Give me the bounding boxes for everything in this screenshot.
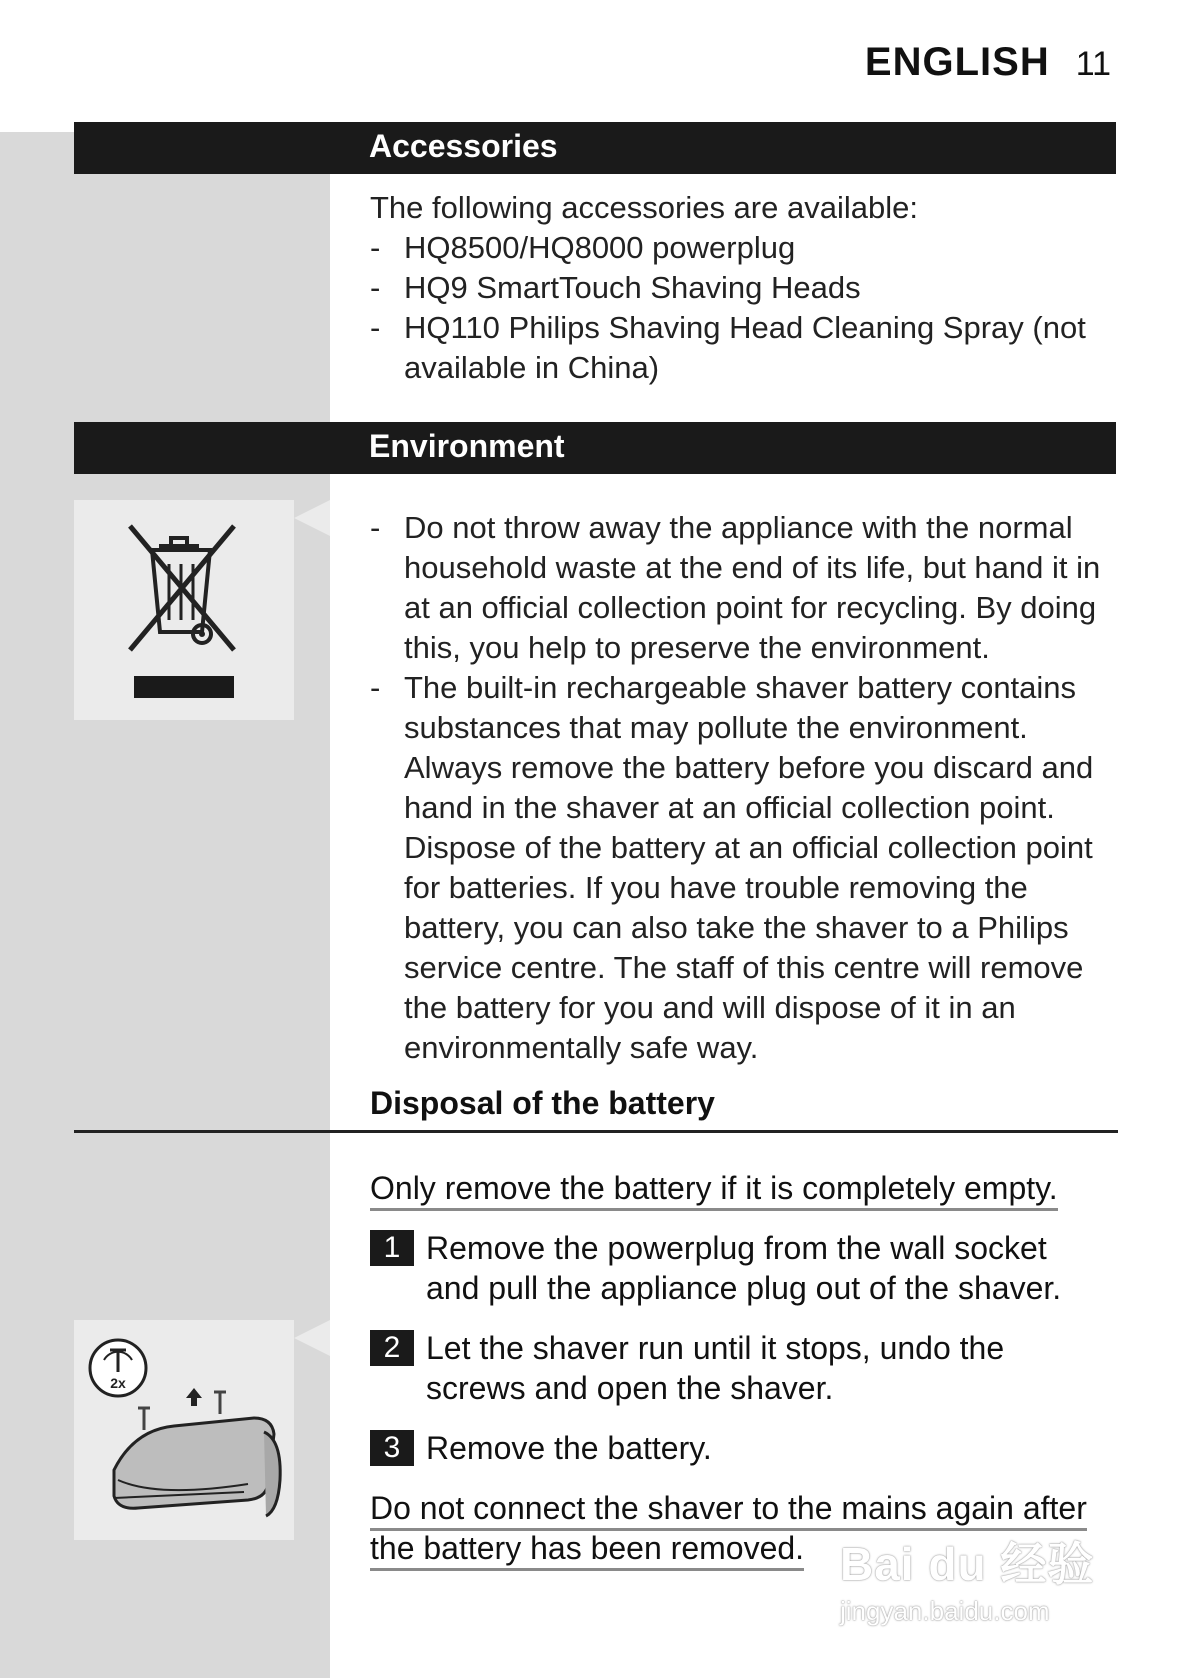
environment-section-bar [74,422,1116,474]
accessory-item: - HQ110 Philips Shaving Head Cleaning Spray (not available in China) [370,308,1110,388]
step-item [370,1428,1090,1468]
step-text: Let the shaver run until it stops, undo the screws and open the shaver. [426,1330,1005,1406]
repeat-count-label: 2x [110,1375,126,1391]
accessories-section-bar [74,122,1116,174]
step-text: Remove the powerplug from the wall socket and pull the appliance plug out of the shaver. [426,1230,1062,1306]
accessories-title: Accessories [369,128,558,164]
weee-bin-illustration [74,500,294,720]
step-item [370,1228,1090,1308]
step-text: Remove the battery. [426,1430,712,1466]
step-item [370,1328,1090,1408]
environment-body [370,508,1125,1068]
disposal-subheading: Disposal of the battery [370,1085,715,1121]
page-header [865,40,1111,85]
language-label: ENGLISH [864,40,1050,84]
environment-list [370,508,1125,1068]
warning-empty-battery-text: Only remove the battery if it is completely empty. [370,1170,1058,1211]
accessory-item: - HQ9 SmartTouch Shaving Heads [370,268,1110,308]
step-number-badge: 1 [370,1230,414,1266]
crossed-out-bin-icon [74,500,294,720]
baidu-watermark [840,1528,1094,1627]
step-number-badge: 2 [370,1330,414,1366]
shaver-screws-icon [74,1320,294,1540]
section-divider [74,1130,1118,1133]
step-number-badge: 3 [370,1430,414,1466]
illustration-pointer [294,1320,330,1356]
accessories-body [370,188,1110,388]
watermark-url: jingyan.baidu.com [840,1596,1050,1626]
environment-item: - Do not throw away the appliance with the normal household waste at the end of its life, but hand it in at an official collection point for recycling. By doing this, you help to preserve the environment. [370,508,1125,668]
illustration-pointer [294,500,330,536]
shaver-opening-illustration [74,1320,294,1540]
accessories-intro: The following accessories are available: [370,190,918,225]
warning-empty-battery [370,1168,1058,1208]
page-number: 11 [1075,45,1111,83]
accessory-item: - HQ8500/HQ8000 powerplug [370,228,1110,268]
warning-mains-text: Do not connect the shaver to the mains again after the battery has been removed. [370,1490,1087,1571]
accessories-list [370,228,1110,388]
environment-item: - The built-in rechargeable shaver battery contains substances that may pollute the environment. Always remove the battery before you discard and hand in the shaver at an official collection point. Dispose of the battery at an official collection point for batteries. If you have trouble removing the battery, you can also take the shaver to a Philips service centre. The staff of this centre will remove the battery for you and will dispose of it in an environmentally safe way. [370,668,1125,1068]
environment-title: Environment [369,428,565,464]
watermark-logo-text: Bai du 经验 [840,1538,1095,1590]
